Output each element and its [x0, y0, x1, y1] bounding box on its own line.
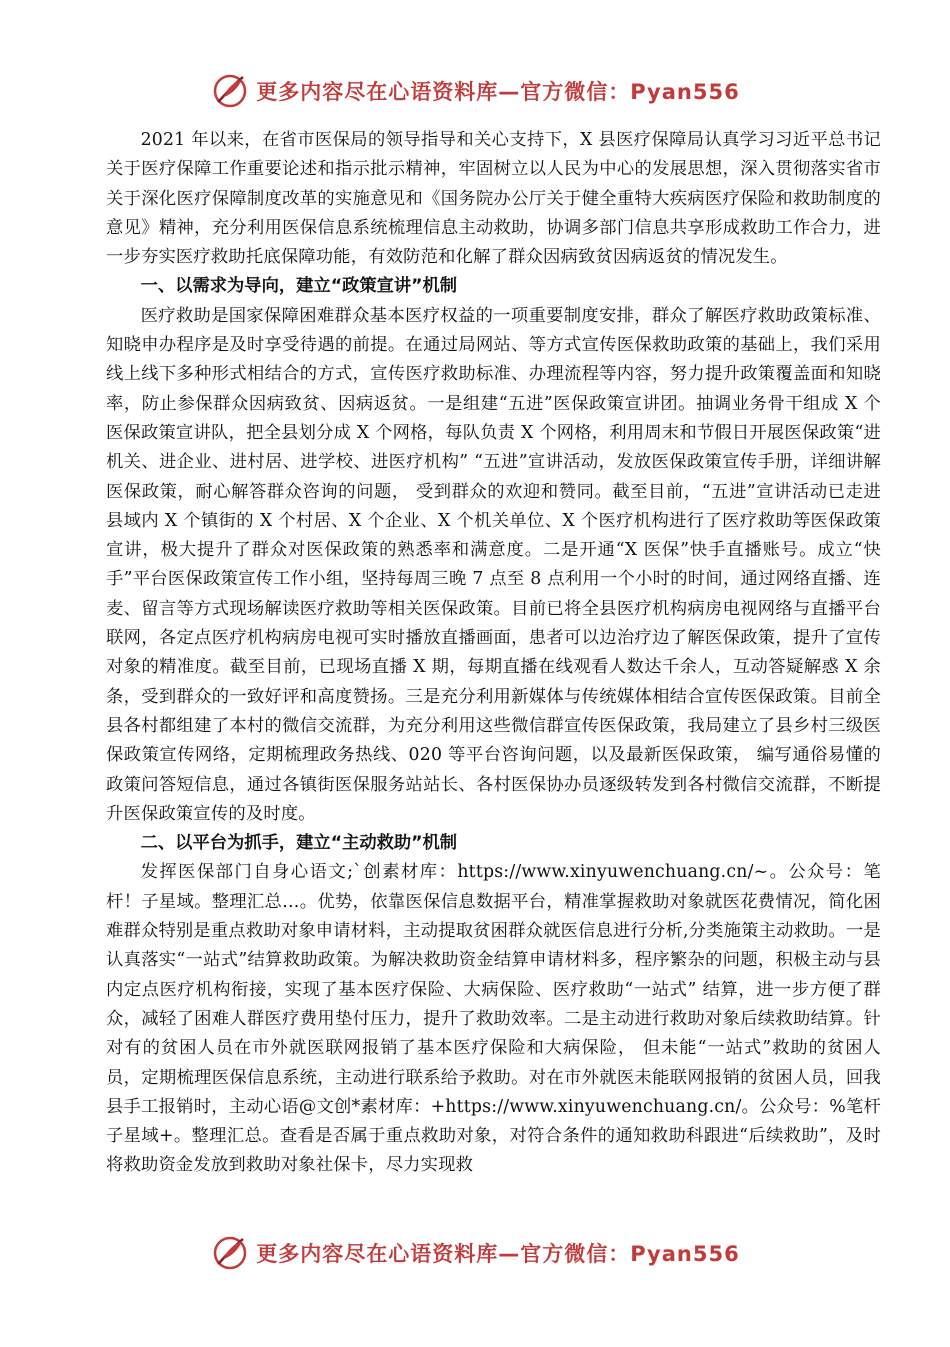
footer-banner [0, 1228, 950, 1278]
banner-text: 更多内容尽在心语资料库—官方微信：Pyan556 [256, 80, 740, 104]
document-body [106, 126, 881, 1181]
section-2-paragraph: 发挥医保部门自身心语文;`创素材库：https://www.xinyuwenchuang.cn/~。公众号：笔杆！子星域。整理汇总…。优势，依靠医保信息数据平台，精准掌握救助对象就医花费情况，简化困难群众特别是重点救助对象申请材料，主动提取贫困群众就医信息进行分析,分类施策主动救助。一是认真落实“一站式”结算救助政策。为解决救助资金结算申请材料多，程序繁杂的问题，积极主动与县内定点医疗机构衔接，实现了基本医疗保险、大病保险、医疗救助“一站式” 结算，进一步方便了群众，减轻了困难人群医疗费用垫付压力，提升了救助效率。二是主动进行救助对象后续救助结算。针对有的贫困人员在市外就医联网报销了基本医疗保险和大病保险， 但未能“一站式”救助的贫困人员，定期梳理医保信息系统，主动进行联系给予救助。对在市外就医未能联网报销的贫困人员，回我县手工报销时，主动心语@文创*素材库：+https://www.xinyuwenchuang.cn/。公众号：%笔杆子星域+。整理汇总。查看是否属于重点救助对象，对符合条件的通知救助科跟进“后续救助”，及时将救助资金发放到救助对象社保卡，尽力实现救 [106, 862, 881, 1176]
feather-logo-icon [210, 71, 250, 111]
section-1-paragraph: 医疗救助是国家保障困难群众基本医疗权益的一项重要制度安排，群众了解医疗救助政策标准、知晓申办程序是及时享受待遇的前提。在通过局网站、等方式宣传医保救助政策的基础上，我们采用线上线下多种形式相结合的方式，宣传医疗救助标准、办理流程等内容，努力提升政策覆盖面和知晓率，防止参保群众因病致贫、因病返贫。一是组建“五进”医保政策宣讲团。抽调业务骨干组成 X 个医保政策宣讲队，把全县划分成 X 个网格，每队负责 X 个网格，利用周末和节假日开展医保政策“进机关、进企业、进村居、进学校、进医疗机构” “五进”宣讲活动，发放医保政策宣传手册，详细讲解医保政策，耐心解答群众咨询的问题， 受到群众的欢迎和赞同。截至目前，“五进”宣讲活动已走进县域内 X 个镇街的 X 个村居、X 个企业、X 个机关单位、X 个医疗机构进行了医疗救助等医保政策宣讲，极大提升了群众对医保政策的熟悉率和满意度。二是开通“X 医保”快手直播账号。成立“快手”平台医保政策宣传工作小组，坚持每周三晚 7 点至 8 点利用一个小时的时间，通过网络直播、连麦、留言等方式现场解读医疗救助等相关医保政策。目前已将全县医疗机构病房电视网络与直播平台联网，各定点医疗机构病房电视可实时播放直播画面，患者可以边治疗边了解医保政策，提升了宣传对象的精准度。截至目前，已现场直播 X 期，每期直播在线观看人数达千余人，互动答疑解惑 X 余条，受到群众的一致好评和高度赞扬。三是充分利用新媒体与传统媒体相结合宣传医保政策。目前全县各村都组建了本村的微信交流群，为充分利用这些微信群宣传医保政策，我局建立了县乡村三级医保政策宣传网络，定期梳理政务热线、020 等平台咨询问题，以及最新医保政策， 编写通俗易懂的政策问答短信息，通过各镇街医保服务站站长、各村医保协办员逐级转发到各村微信交流群，不断提升医保政策宣传的及时度。 [106, 305, 881, 824]
section-1-heading: 一、以需求为导向，建立“政策宣讲”机制 [140, 276, 458, 297]
intro-paragraph: 2021 年以来，在省市医保局的领导指导和关心支持下，X 县医疗保障局认真学习习近平总书记关于医疗保障工作重要论述和指示批示精神，牢固树立以人民为中心的发展思想，深入贯彻落实省市关于深化医疗保障制度改革的实施意见和《国务院办公厅关于健全重特大疾病医疗保险和救助制度的意见》精神，充分利用医保信息系统梳理信息主动救助，协调多部门信息共享形成救助工作合力，进一步夯实医疗救助托底保障功能，有效防范和化解了群众因病致贫因病返贫的情况发生。 [106, 130, 881, 268]
feather-logo-icon [210, 1233, 250, 1273]
section-2-heading: 二、以平台为抓手，建立“主动救助”机制 [140, 833, 458, 854]
banner-text: 更多内容尽在心语资料库—官方微信：Pyan556 [256, 1242, 740, 1266]
header-banner [0, 66, 950, 116]
